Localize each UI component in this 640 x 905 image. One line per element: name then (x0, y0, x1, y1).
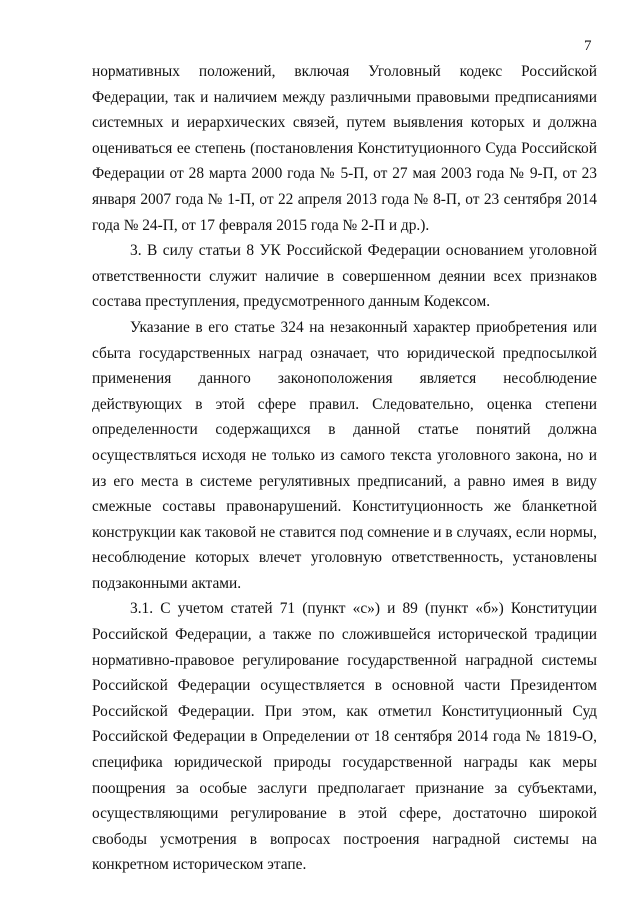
page-number: 7 (584, 38, 592, 54)
paragraph-section-3: 3. В силу статьи 8 УК Российской Федерации основанием уголовной ответственности служит наличие в совершенном деянии всех признаков состава преступления, предусмотренного данным Кодексом. (92, 242, 597, 311)
document-body (92, 59, 597, 878)
paragraph-article-324: Указание в его статье 324 на незаконный характер приобретения или сбыта государственных наград означает, что юридической предпосылкой применения данного законоположения является несоблюдение действующих в этой сфере правил. Следовательно, оценка степени определенности содержащихся в данной статье понятий должна осуществляться исходя не только из самого текста уголовного закона, но и из его места в системе регулятивных предписаний, а равно имея в виду смежные составы правонарушений. Конституционность же бланкетной конструкции как таковой не ставится под сомнение и в случаях, если нормы, несоблюдение которых влечет уголовную ответственность, установлены подзаконными актами. (92, 318, 597, 592)
paragraph-continuation: нормативных положений, включая Уголовный кодекс Российской Федерации, так и наличием между различными правовыми предписаниями системных и иерархических связей, путем выявления которых и должна оцениваться ее степень (постановления Конституционного Суда Российской Федерации от 28 марта 2000 года № 5-П, от 27 мая 2003 года № 9-П, от 23 января 2007 года № 1-П, от 22 апреля 2013 года № 8-П, от 23 сентября 2014 года № 24-П, от 17 февраля 2015 года № 2-П и др.). (92, 63, 597, 234)
paragraph-section-3-1: 3.1. С учетом статей 71 (пункт «с») и 89 (пункт «б») Конституции Российской Федерации, а также по сложившейся исторической традиции нормативно-правовое регулирование государственной наградной системы Российской Федерации осуществляется в основной части Президентом Российской Федерации. При этом, как отметил Конституционный Суд Российской Федерации в Определении от 18 сентября 2014 года № 1819-О, специфика юридической природы государственной награды как меры поощрения за особые заслуги предполагает признание за субъектами, осуществляющими регулирование в этой сфере, достаточно широкой свободы усмотрения в вопросах построения наградной системы на конкретном историческом этапе. (92, 600, 597, 874)
